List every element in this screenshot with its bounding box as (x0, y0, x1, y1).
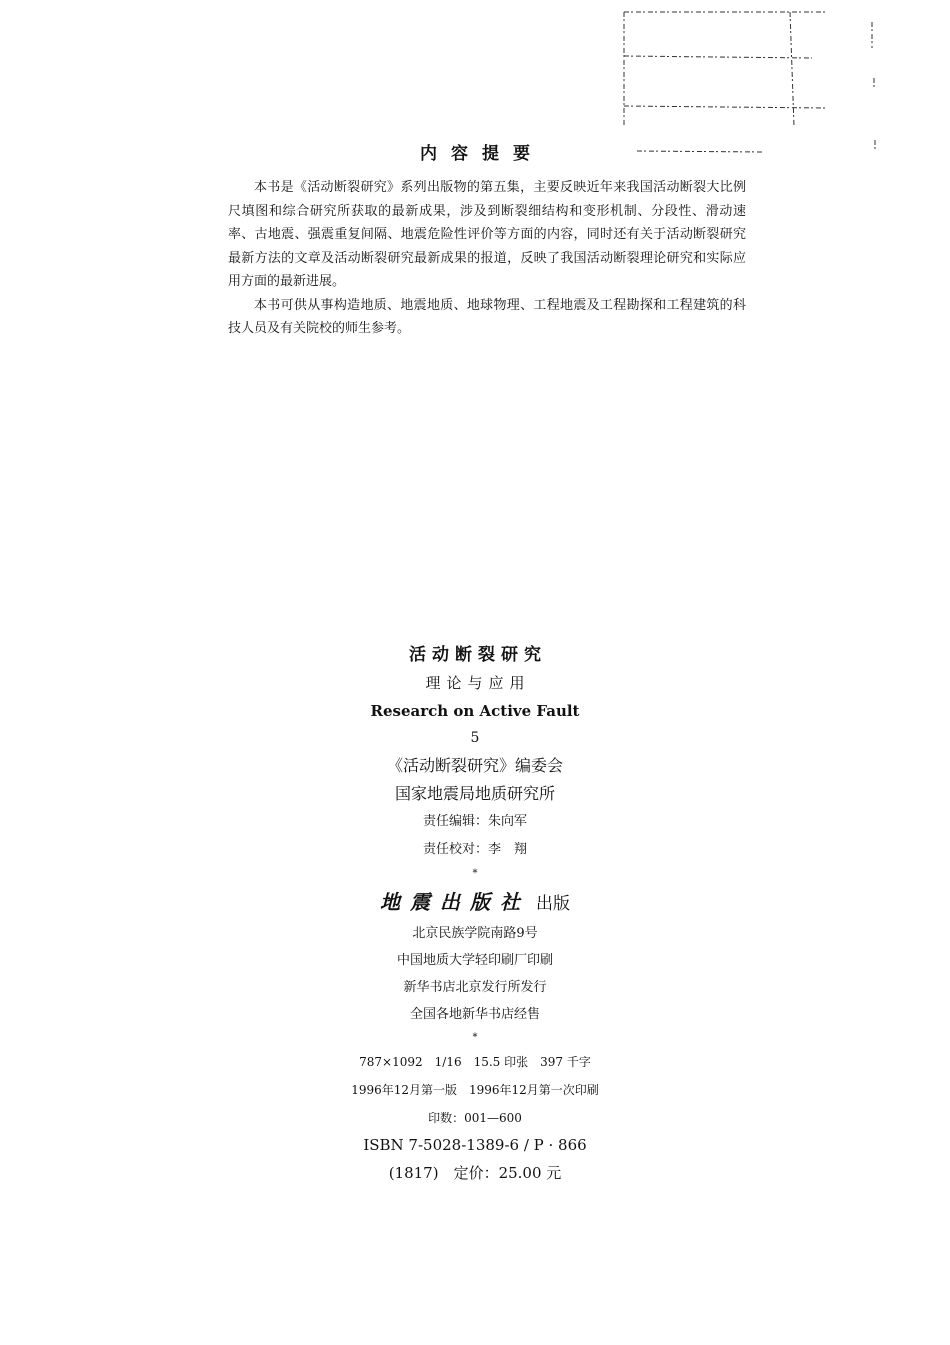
book-title: 活动断裂研究 (409, 645, 547, 665)
publisher-line (0, 884, 950, 920)
volume-number: 5 (470, 730, 480, 746)
abstract-body (228, 176, 746, 341)
price: (1817) 定价：25.00 元 (388, 1164, 562, 1182)
isbn: ISBN 7-5028-1389-6 / P · 866 (363, 1136, 587, 1154)
editorial-board: 《活动断裂研究》编委会 (386, 756, 563, 775)
institute: 国家地震局地质研究所 (394, 784, 555, 803)
format-line: 787×1092 1/16 15.5 印张 397 千字 (359, 1055, 591, 1069)
sellers: 全国各地新华书店经售 (409, 1007, 540, 1022)
abstract-paragraph: 本书可供从事构造地质、地震地质、地球物理、工程地震及工程勘探和工程建筑的科技人员及有关院校的师生参考。 (228, 297, 746, 336)
abstract-title: 内容提要 (420, 144, 544, 164)
responsible-editor: 责任编辑：朱向军 (422, 814, 527, 829)
publisher-action: 出版 (536, 894, 570, 914)
distributor: 新华书店北京发行所发行 (403, 980, 547, 995)
edition-line: 1996年12月第一版 1996年12月第一次印刷 (351, 1083, 599, 1097)
english-title: Research on Active Fault (370, 702, 580, 720)
scan-artifact-lines (622, 8, 882, 158)
printer: 中国地质大学轻印刷厂印刷 (396, 953, 553, 968)
responsible-proofreader: 责任校对：李 翔 (422, 842, 527, 857)
publisher-address: 北京民族学院南路9号 (412, 926, 538, 941)
separator-star: * (472, 1032, 478, 1043)
publisher-name: 地震出版社 (380, 890, 530, 914)
print-run: 印数：001—600 (428, 1111, 522, 1125)
abstract-paragraph: 本书是《活动断裂研究》系列出版物的第五集，主要反映近年来我国活动断裂大比例尺填图和综合研究所获取的最新成果，涉及到断裂细结构和变形机制、分段性、滑动速率、古地震、强震重复间隔、地震危险性评价等方面的内容，同时还有关于活动断裂研究最新方法的文章及活动断裂研究最新成果的报道，反映了我国活动断裂理论研究和实际应用方面的最新进展。 (228, 180, 746, 289)
book-subtitle: 理论与应用 (425, 674, 531, 692)
separator-star: * (472, 868, 478, 879)
colophon (0, 640, 950, 1187)
